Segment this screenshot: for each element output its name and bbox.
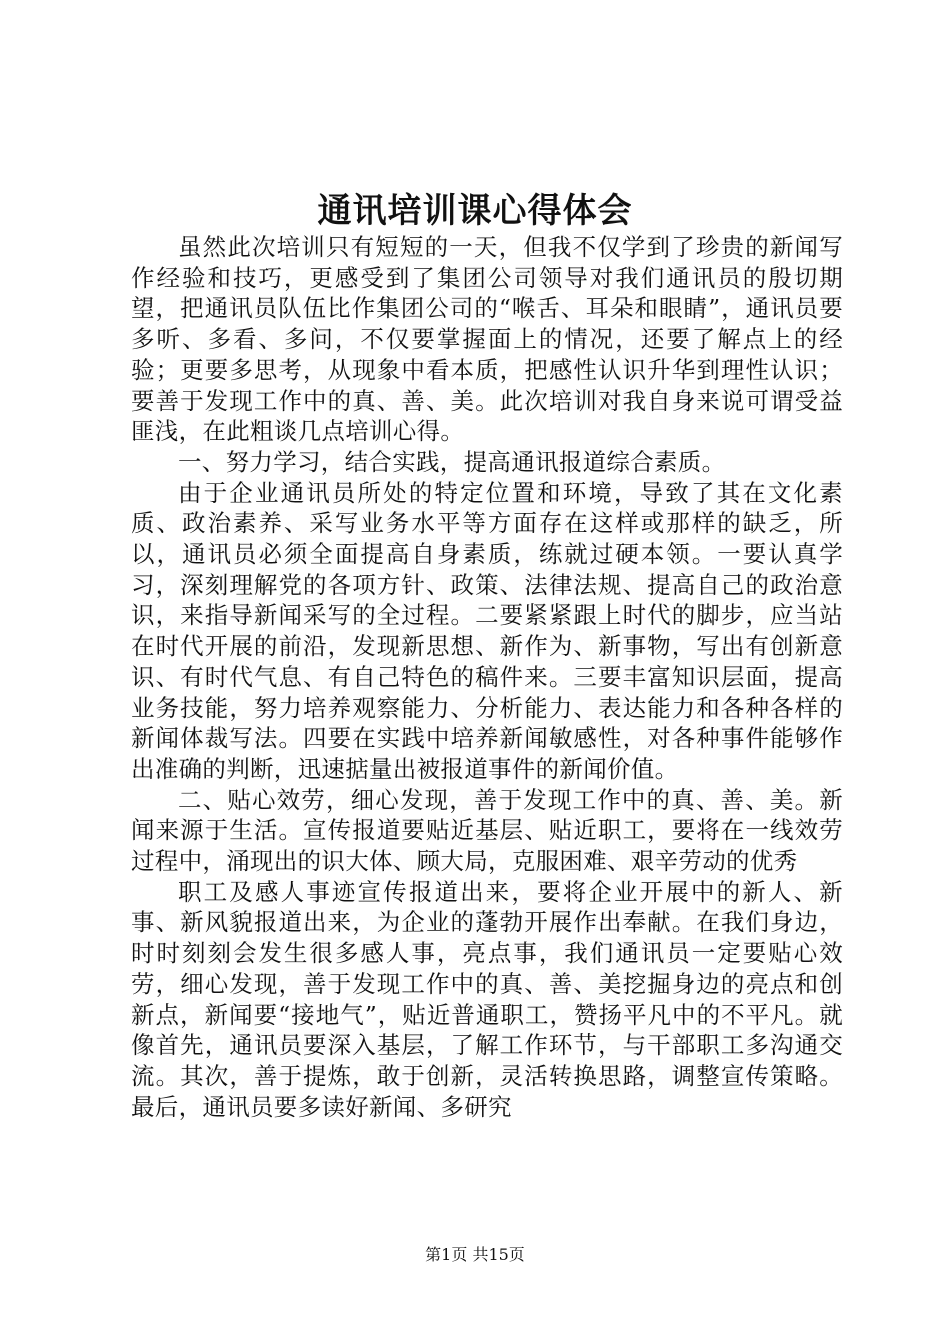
page-number-footer: 第1页 共15页 <box>425 1245 525 1264</box>
paragraph-section-one: 由于企业通讯员所处的特定位置和环境，导致了其在文化素质、政治素养、采写业务水平等方面存在这样或那样的缺乏，所以，通讯员必须全面提高自身素质，练就过硬本领。一要认真学习，深刻理解党的各项方针、政策、法律法规、提高自己的政治意识，来指导新闻采写的全过程。二要紧紧跟上时代的脚步，应当站在时代开展的前沿，发现新思想、新作为、新事物，写出有创新意识、有时代气息、有自己特色的稿件来。三要丰富知识层面，提高业务技能，努力培养观察能力、分析能力、表达能力和各种各样的新闻体裁写法。四要在实践中培养新闻敏感性，对各种事件能够作出准确的判断，迅速掂量出被报道事件的新闻价值。 <box>131 478 843 783</box>
paragraph-heading-one: 一、努力学习，结合实践，提高通讯报道综合素质。 <box>178 447 726 476</box>
document-title: 通讯培训课心得体会 <box>317 191 633 231</box>
paragraph-section-two: 二、贴心效劳，细心发现，善于发现工作中的真、善、美。新闻来源于生活。宣传报道要贴近基层、贴近职工，要将在一线效劳过程中，涌现出的识大体、顾大局，克服困难、艰辛劳动的优秀 <box>131 785 843 876</box>
document-body <box>131 232 843 1122</box>
paragraph-intro: 虽然此次培训只有短短的一天，但我不仅学到了珍贵的新闻写作经验和技巧，更感受到了集团公司领导对我们通讯员的殷切期望，把通讯员队伍比作集团公司的“喉舌、耳朵和眼睛”，通讯员要多听、多看、多问，不仅要掌握面上的情况，还要了解点上的经验；更要多思考，从现象中看本质，把感性认识升华到理性认识；要善于发现工作中的真、善、美。此次培训对我自身来说可谓受益匪浅，在此粗谈几点培训心得。 <box>131 233 843 446</box>
paragraph-section-two-continued: 职工及感人事迹宣传报道出来，要将企业开展中的新人、新事、新风貌报道出来，为企业的蓬勃开展作出奉献。在我们身边，时时刻刻会发生很多感人事，亮点事，我们通讯员一定要贴心效劳，细心发现，善于发现工作中的真、善、美挖掘身边的亮点和创新点，新闻要“接地气”，贴近普通职工，赞扬平凡中的不平凡。就像首先，通讯员要深入基层，了解工作环节，与干部职工多沟通交流。其次，善于提炼，敢于创新，灵活转换思路，调整宣传策略。最后，通讯员要多读好新闻、多研究 <box>131 877 843 1121</box>
